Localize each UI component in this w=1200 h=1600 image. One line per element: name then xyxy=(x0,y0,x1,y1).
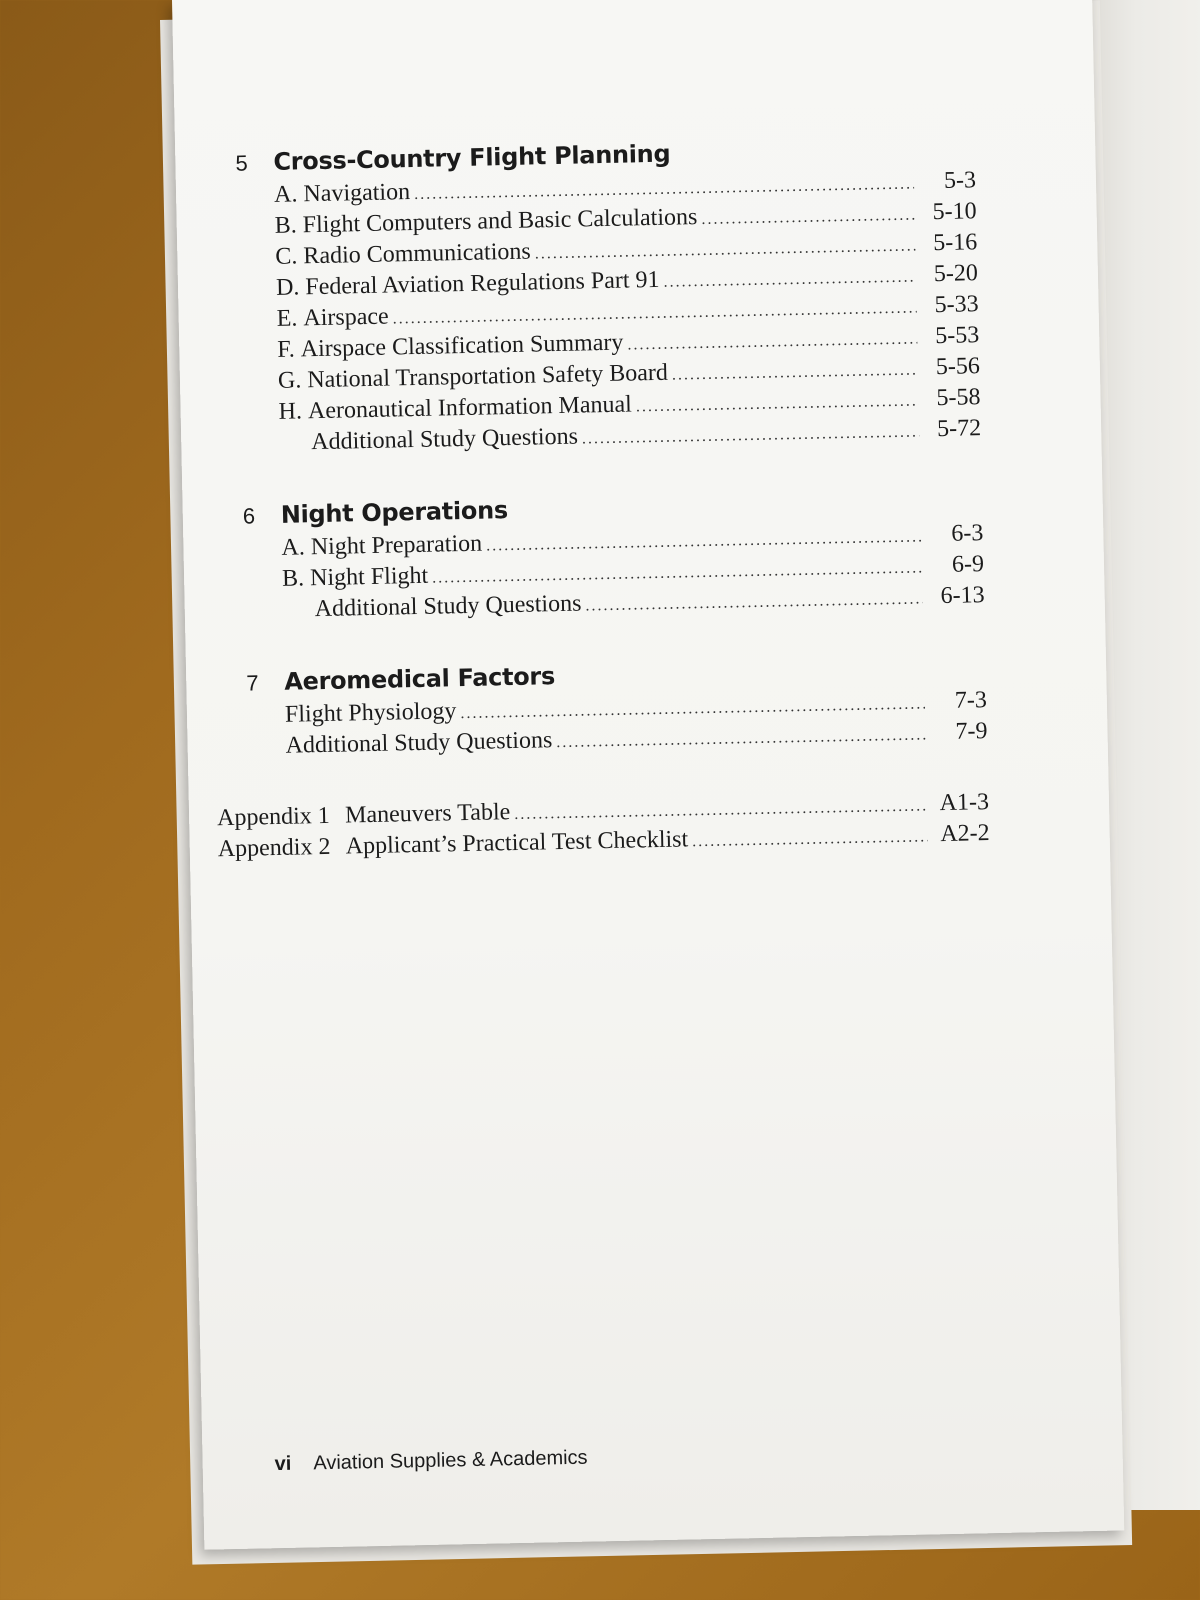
entry-label: Aeronautical Information Manual xyxy=(307,391,633,425)
page-folio: vi xyxy=(274,1452,292,1476)
entry-label: Additional Study Questions xyxy=(314,590,582,623)
entry-label: Flight Physiology xyxy=(284,698,457,728)
appendix-label: Maneuvers Table xyxy=(344,799,511,829)
entry-letter: G. xyxy=(277,367,302,394)
dot-leader xyxy=(585,590,923,615)
chapter-number: 5 xyxy=(235,150,248,176)
dot-leader xyxy=(535,237,916,263)
appendix-page: A2-2 xyxy=(940,820,990,848)
entry-page: 5-10 xyxy=(932,198,977,226)
dot-leader xyxy=(692,828,928,851)
dot-leader xyxy=(636,392,919,416)
entry-label: Navigation xyxy=(303,179,411,208)
entry-page: 5-20 xyxy=(933,260,979,288)
entry-page: 5-58 xyxy=(936,384,981,412)
dot-leader xyxy=(393,299,917,328)
dot-leader xyxy=(414,176,914,204)
entry-page: 5-16 xyxy=(932,229,978,257)
entry-label: Additional Study Questions xyxy=(285,727,553,759)
dot-leader xyxy=(701,206,915,228)
dot-leader xyxy=(672,361,918,384)
dot-leader xyxy=(486,528,922,555)
entry-label: Flight Computers and Basic Calculations xyxy=(302,204,698,239)
entry-label: Night Flight xyxy=(309,562,429,592)
publisher-name: Aviation Supplies & Academics xyxy=(313,1446,588,1475)
appendices xyxy=(217,789,990,867)
appendix-page: A1-3 xyxy=(939,789,990,817)
dot-leader xyxy=(460,695,925,723)
entry-label: Federal Aviation Regulations Part 91 xyxy=(305,266,660,301)
dot-leader xyxy=(582,423,920,448)
entry-letter: A. xyxy=(281,534,306,561)
entry-page: 6-13 xyxy=(940,582,985,610)
dot-leader xyxy=(514,797,927,824)
entry-page: 6-9 xyxy=(951,551,985,578)
dot-leader xyxy=(556,726,926,752)
entry-letter: B. xyxy=(274,212,298,239)
entry-letter: H. xyxy=(278,398,303,425)
dot-leader xyxy=(663,268,916,291)
entry-letter: D. xyxy=(275,274,300,301)
entry-label: Airspace xyxy=(303,303,389,332)
appendix-name: Appendix 1 xyxy=(216,802,331,832)
entry-letter: A. xyxy=(273,181,298,208)
chapter-7 xyxy=(246,653,988,764)
chapter-title: Aeromedical Factors xyxy=(284,662,556,696)
entry-label: Additional Study Questions xyxy=(311,423,579,456)
entry-letter: C. xyxy=(275,243,298,270)
dot-leader xyxy=(432,559,922,587)
entry-page: 7-9 xyxy=(955,718,988,745)
entry-letter: B. xyxy=(281,565,305,592)
entry-label: Airspace Classification Summary xyxy=(300,329,624,363)
entry-page: 6-3 xyxy=(951,520,984,547)
chapter-5 xyxy=(235,133,981,461)
chapter-number: 7 xyxy=(246,670,259,696)
entry-page: 5-72 xyxy=(936,415,982,443)
entry-page: 5-56 xyxy=(935,353,981,381)
entry-letter: F. xyxy=(277,336,296,363)
entry-letter: E. xyxy=(276,305,298,332)
appendix-label: Applicant’s Practical Test Checklist xyxy=(345,826,689,860)
page-footer xyxy=(274,1447,587,1477)
dot-leader xyxy=(627,330,917,354)
table-of-contents xyxy=(216,133,990,866)
chapter-number: 6 xyxy=(242,503,256,529)
entry-page: 5-33 xyxy=(934,291,979,319)
entry-label: Radio Communications xyxy=(303,238,531,270)
chapter-6 xyxy=(243,486,985,628)
entry-label: National Transportation Safety Board xyxy=(307,359,669,394)
entry-page: 5-3 xyxy=(943,167,977,194)
entry-page: 5-53 xyxy=(934,322,980,350)
chapter-title: Cross-Country Flight Planning xyxy=(273,139,671,176)
entry-page: 7-3 xyxy=(954,687,988,714)
appendix-name: Appendix 2 xyxy=(217,833,331,863)
chapter-title: Night Operations xyxy=(280,496,509,529)
entry-label: Night Preparation xyxy=(310,530,483,561)
book-page xyxy=(172,0,1124,1550)
